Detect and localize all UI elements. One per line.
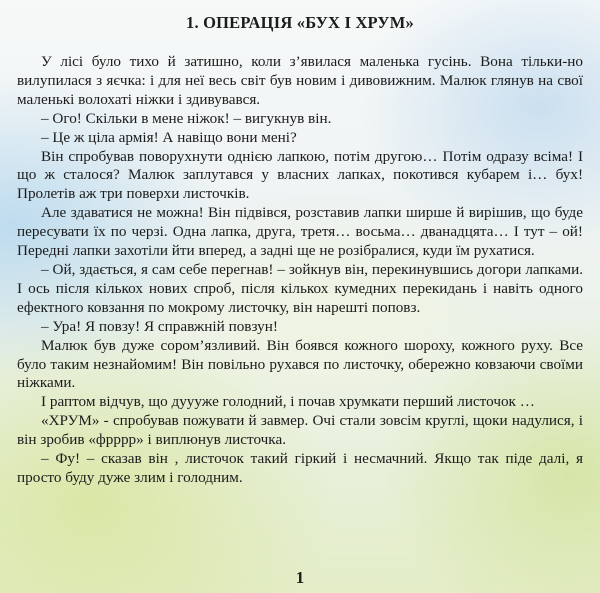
paragraph-10: «ХРУМ» - спробував пожувати й завмер. Очі стали зовсім круглі, щоки надулися, і він зробив «фрррр» і виплюнув листочка.	[17, 412, 583, 449]
paragraph-7: – Ура! Я повзу! Я справжній повзун!	[41, 317, 278, 335]
chapter-title: 1. ОПЕРАЦІЯ «БУХ І ХРУМ»	[186, 13, 414, 32]
paragraph-8: Малюк був дуже сором’язливий. Він боявся кожного шороху, кожного руху. Все було таким незнайомим! Він повільно рухався по листочку, обережно ковзаючи своїми ніжками.	[17, 336, 583, 392]
story-text	[17, 53, 583, 488]
paragraph-3: – Це ж ціла армія! А навіщо вони мені?	[41, 128, 297, 146]
paragraph-11: – Фу! – сказав він , листочок такий гіркий і несмачний. Якщо так піде далі, я просто буду дуже злим і голодним.	[17, 450, 583, 486]
paragraph-4: Він спробував поворухнути однією лапкою, потім другою… Потім одразу всіма! І що ж сталося? Малюк заплутався у власних лапках, покотився кубарем і… бух! Пролетів аж три поверхи листочків.	[17, 147, 583, 203]
paragraph-9: І раптом відчув, що дуууже голодний, і почав хрумкати перший листочок …	[41, 393, 535, 411]
page-number: 1	[295, 568, 305, 587]
paragraph-6: – Ой, здається, я сам себе перегнав! – зойкнув він, перекинувшись догори лапками. І ось після кількох нових спроб, після кількох кумедних перекидань і навіть одного ефектного ковзання по мокрому листочку, він нарешті поповз.	[17, 260, 583, 316]
paragraph-2: – Ого! Скільки в мене ніжок! – вигукнув він.	[41, 109, 332, 127]
paragraph-5: Але здаватися не можна! Він підвівся, розставив лапки ширше й вирішив, що буде пересувати їх по черзі. Одна лапка, друга, третя… восьма… дванадцята… І тут – ой! Передні лапки захотіли йти вперед, а задні ще не розібралися, куди їм рухатися.	[17, 204, 583, 260]
paragraph-1: У лісі було тихо й затишно, коли з’явилася маленька гусінь. Вона тільки-но вилупилася з яєчка: і для неї весь світ був новим і дивовижним. Малюк глянув на свої маленькі волохаті ніжки і здивувався.	[17, 53, 583, 108]
